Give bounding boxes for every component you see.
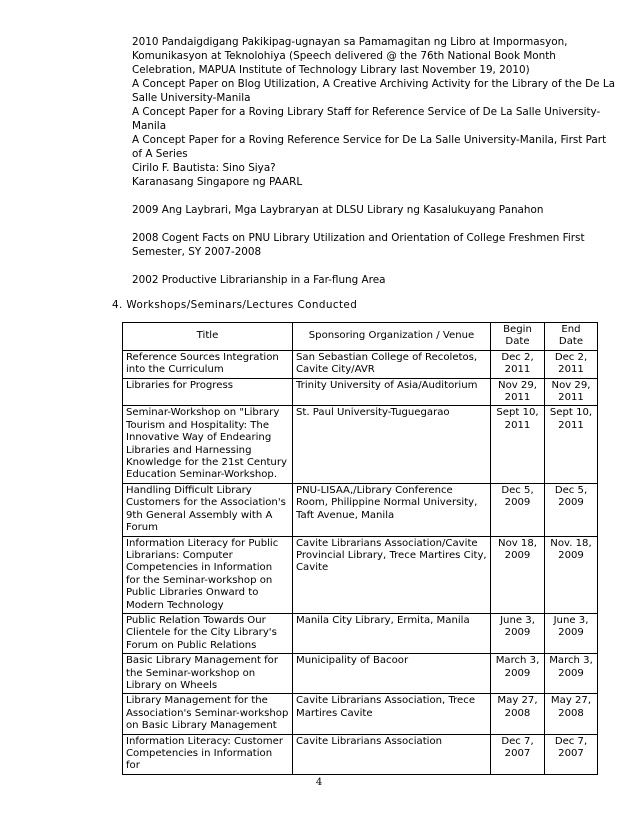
venue-cell: St. Paul University-Tuguegarao [293, 406, 491, 483]
entry-line: A Concept Paper for a Roving Reference Service for De La Salle University-Manila, First Part [132, 134, 607, 146]
column-header-begin-date: Begin Date [491, 323, 545, 351]
begin-date-cell: Nov 29, 2011 [491, 378, 545, 406]
end-date-cell: June 3, 2009 [545, 613, 598, 653]
begin-date-cell: June 3, 2009 [491, 613, 545, 653]
title-cell: Basic Library Management for the Seminar-workshop on Library on Wheels [123, 654, 293, 694]
entry-line: 2010 Pandaigdigang Pakikipag-ugnayan sa Pamamagitan ng Libro at Impormasyon, [132, 36, 568, 48]
end-date-cell: March 3, 2009 [545, 654, 598, 694]
table-row [123, 350, 598, 378]
table-row [123, 406, 598, 483]
table-row [123, 613, 598, 653]
title-cell: Libraries for Progress [123, 378, 293, 406]
venue-cell: PNU-LISAA,/Library Conference Room, Philippine Normal University, Taft Avenue, Manila [293, 483, 491, 536]
table-header-row [123, 323, 598, 351]
column-header-title: Title [123, 323, 293, 351]
end-date-cell: Sept 10, 2011 [545, 406, 598, 483]
begin-date-cell: Dec 5, 2009 [491, 483, 545, 536]
table-row [123, 536, 598, 613]
entry-line: 2008 Cogent Facts on PNU Library Utilization and Orientation of College Freshmen First [132, 232, 585, 244]
entry-line: of A Series [132, 148, 188, 160]
entry-line: Manila [132, 120, 167, 132]
begin-date-cell: Nov 18, 2009 [491, 536, 545, 613]
entry-line: Salle University-Manila [132, 92, 251, 104]
column-header-end-date: End Date [545, 323, 598, 351]
entry-line: Komunikasyon at Teknolohiya (Speech delivered @ the 76th National Book Month [132, 50, 556, 62]
table-row [123, 483, 598, 536]
title-cell: Seminar-Workshop on "Library Tourism and Hospitality: The Innovative Way of Endearing Libraries and Harnessing Knowledge for the 21st Century Education Seminar-Workshop. [123, 406, 293, 483]
entry-line: A Concept Paper for a Roving Library Staff for Reference Service of De La Salle University- [132, 106, 601, 118]
title-cell: Library Management for the Association's Seminar-workshop on Basic Library Management [123, 694, 293, 734]
venue-cell: Cavite Librarians Association [293, 734, 491, 774]
table-row [123, 378, 598, 406]
venue-cell: Trinity University of Asia/Auditorium [293, 378, 491, 406]
end-date-cell: May 27, 2008 [545, 694, 598, 734]
table-row [123, 654, 598, 694]
venue-cell: San Sebastian College of Recoletos, Cavite City/AVR [293, 350, 491, 378]
begin-date-cell: Sept 10, 2011 [491, 406, 545, 483]
workshops-table [122, 322, 598, 775]
entry-line: Semester, SY 2007-2008 [132, 246, 262, 258]
entry-line: Cirilo F. Bautista: Sino Siya? [132, 162, 276, 174]
table-row [123, 734, 598, 774]
venue-cell: Municipality of Bacoor [293, 654, 491, 694]
entry-line: 2002 Productive Librarianship in a Far-flung Area [132, 274, 386, 286]
title-cell: Public Relation Towards Our Clientele for the City Library's Forum on Public Relations [123, 613, 293, 653]
title-cell: Reference Sources Integration into the Curriculum [123, 350, 293, 378]
end-date-cell: Dec 5, 2009 [545, 483, 598, 536]
title-cell: Information Literacy: Customer Competencies in Information for [123, 734, 293, 774]
begin-date-cell: Dec 7, 2007 [491, 734, 545, 774]
begin-date-cell: Dec 2, 2011 [491, 350, 545, 378]
entry-line: Celebration, MAPUA Institute of Technology Library last November 19, 2010) [132, 64, 530, 76]
begin-date-cell: May 27, 2008 [491, 694, 545, 734]
venue-cell: Cavite Librarians Association, Trece Martires Cavite [293, 694, 491, 734]
section-heading: 4. Workshops/Seminars/Lectures Conducted [112, 299, 358, 311]
entry-line: A Concept Paper on Blog Utilization, A Creative Archiving Activity for the Library of the De La [132, 78, 616, 90]
end-date-cell: Dec 2, 2011 [545, 350, 598, 378]
venue-cell: Cavite Librarians Association/Cavite Provincial Library, Trece Martires City, Cavite [293, 536, 491, 613]
table-row [123, 694, 598, 734]
end-date-cell: Nov 29, 2011 [545, 378, 598, 406]
title-cell: Handling Difficult Library Customers for the Association's 9th General Assembly with A Forum [123, 483, 293, 536]
page-number: 4 [315, 777, 323, 788]
column-header-venue: Sponsoring Organization / Venue [293, 323, 491, 351]
entry-line: Karanasang Singapore ng PAARL [132, 176, 303, 188]
venue-cell: Manila City Library, Ermita, Manila [293, 613, 491, 653]
end-date-cell: Nov. 18, 2009 [545, 536, 598, 613]
title-cell: Information Literacy for Public Librarians: Computer Competencies in Information for the Seminar-workshop on Public Libraries Onward to Modern Technology [123, 536, 293, 613]
entry-line: 2009 Ang Laybrari, Mga Laybraryan at DLSU Library ng Kasalukuyang Panahon [132, 204, 544, 216]
end-date-cell: Dec 7, 2007 [545, 734, 598, 774]
begin-date-cell: March 3, 2009 [491, 654, 545, 694]
